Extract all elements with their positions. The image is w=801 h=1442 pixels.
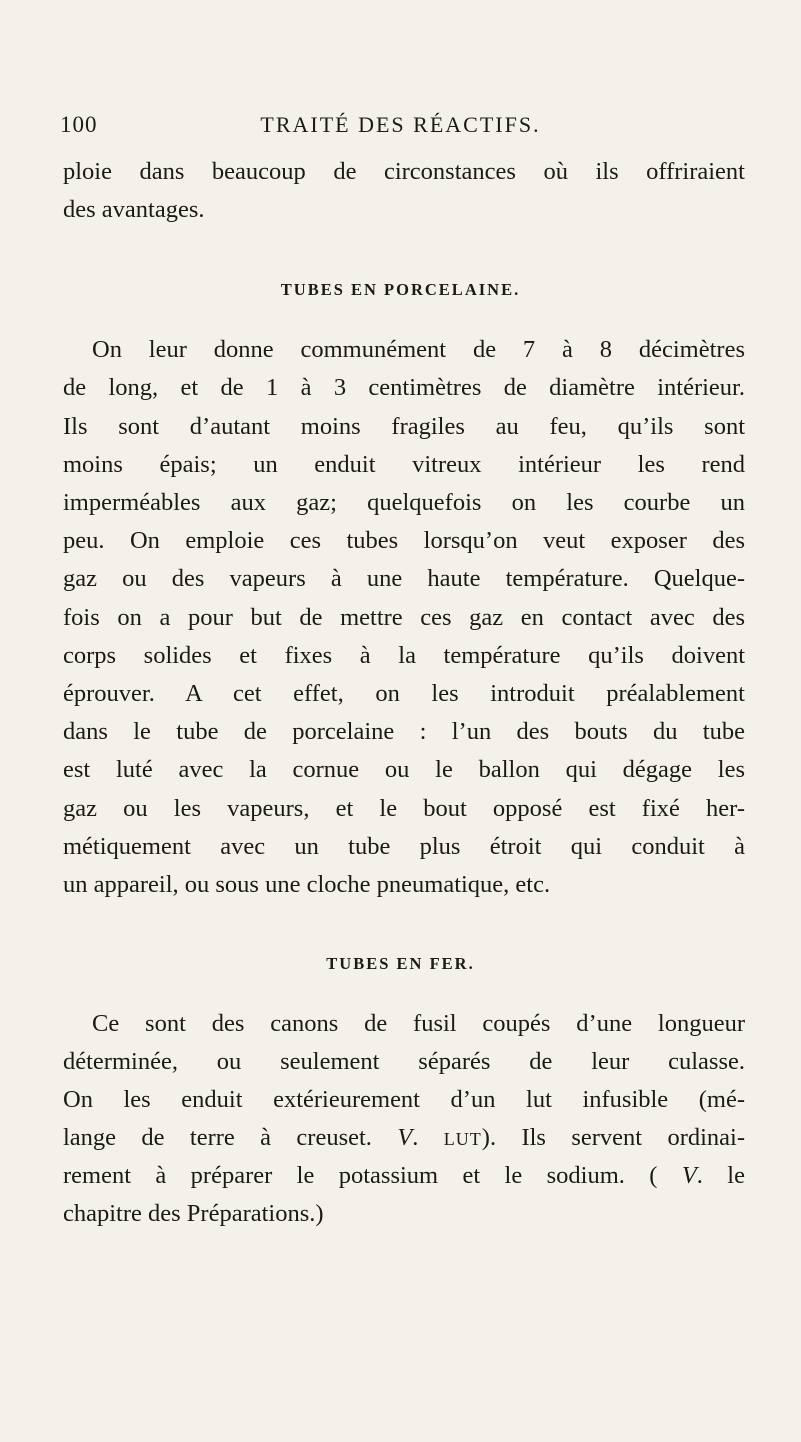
text-line	[63, 1124, 745, 1152]
text-fragment: ). Ils servent ordinai-	[481, 1124, 745, 1151]
text-line	[63, 1162, 745, 1190]
cross-reference: V	[397, 1124, 413, 1151]
text-line: des avantages.	[63, 196, 205, 223]
cross-reference: V	[681, 1162, 697, 1189]
cross-reference-term: LUT	[443, 1129, 482, 1149]
text-line: déterminée, ou seulement séparés de leur culasse.	[63, 1048, 745, 1075]
text-line: un appareil, ou sous une cloche pneumatique, etc.	[63, 871, 551, 898]
text-fragment: . le	[696, 1162, 745, 1189]
text-line: corps solides et fixes à la température qu’ils doivent	[63, 642, 745, 669]
page-number: 100	[60, 112, 98, 137]
text-line: est luté avec la cornue ou le ballon qui dégage les	[63, 756, 745, 783]
text-line: éprouver. A cet effet, on les introduit préalablement	[63, 680, 745, 707]
text-line: imperméables aux gaz; quelquefois on les courbe un	[63, 489, 745, 516]
text-fragment: rement à préparer le potassium et le sodium. (	[63, 1162, 682, 1189]
text-line: Ce sont des canons de fusil coupés d’une longueur	[92, 1010, 745, 1037]
text-line: métiquement avec un tube plus étroit qui conduit à	[63, 833, 745, 860]
text-line: fois on a pour but de mettre ces gaz en contact avec des	[63, 604, 745, 631]
text-line: On leur donne communément de 7 à 8 décimètres	[92, 336, 745, 363]
text-line: peu. On emploie ces tubes lorsqu’on veut exposer des	[63, 527, 745, 554]
text-fragment: lange de terre à creuset.	[63, 1124, 398, 1151]
running-header	[60, 112, 741, 142]
running-title: TRAITÉ DES RÉACTIFS.	[260, 112, 541, 137]
text-line: chapitre des Préparations.)	[63, 1200, 324, 1227]
text-line: moins épais; un enduit vitreux intérieur les rend	[63, 451, 745, 478]
section-heading-porcelaine: TUBES EN PORCELAINE.	[280, 280, 521, 299]
section-heading-fer: TUBES EN FER.	[326, 954, 475, 973]
text-line: On les enduit extérieurement d’un lut infusible (mé-	[63, 1086, 745, 1113]
text-line: de long, et de 1 à 3 centimètres de diamètre intérieur.	[63, 374, 745, 401]
text-fragment: .	[412, 1124, 444, 1151]
text-line: ploie dans beaucoup de circonstances où ils offriraient	[63, 158, 745, 185]
text-line: gaz ou les vapeurs, et le bout opposé est fixé her-	[63, 795, 745, 822]
text-line: gaz ou des vapeurs à une haute température. Quelque-	[63, 565, 745, 592]
text-line: dans le tube de porcelaine : l’un des bouts du tube	[63, 718, 745, 745]
text-line: Ils sont d’autant moins fragiles au feu, qu’ils sont	[63, 413, 745, 440]
